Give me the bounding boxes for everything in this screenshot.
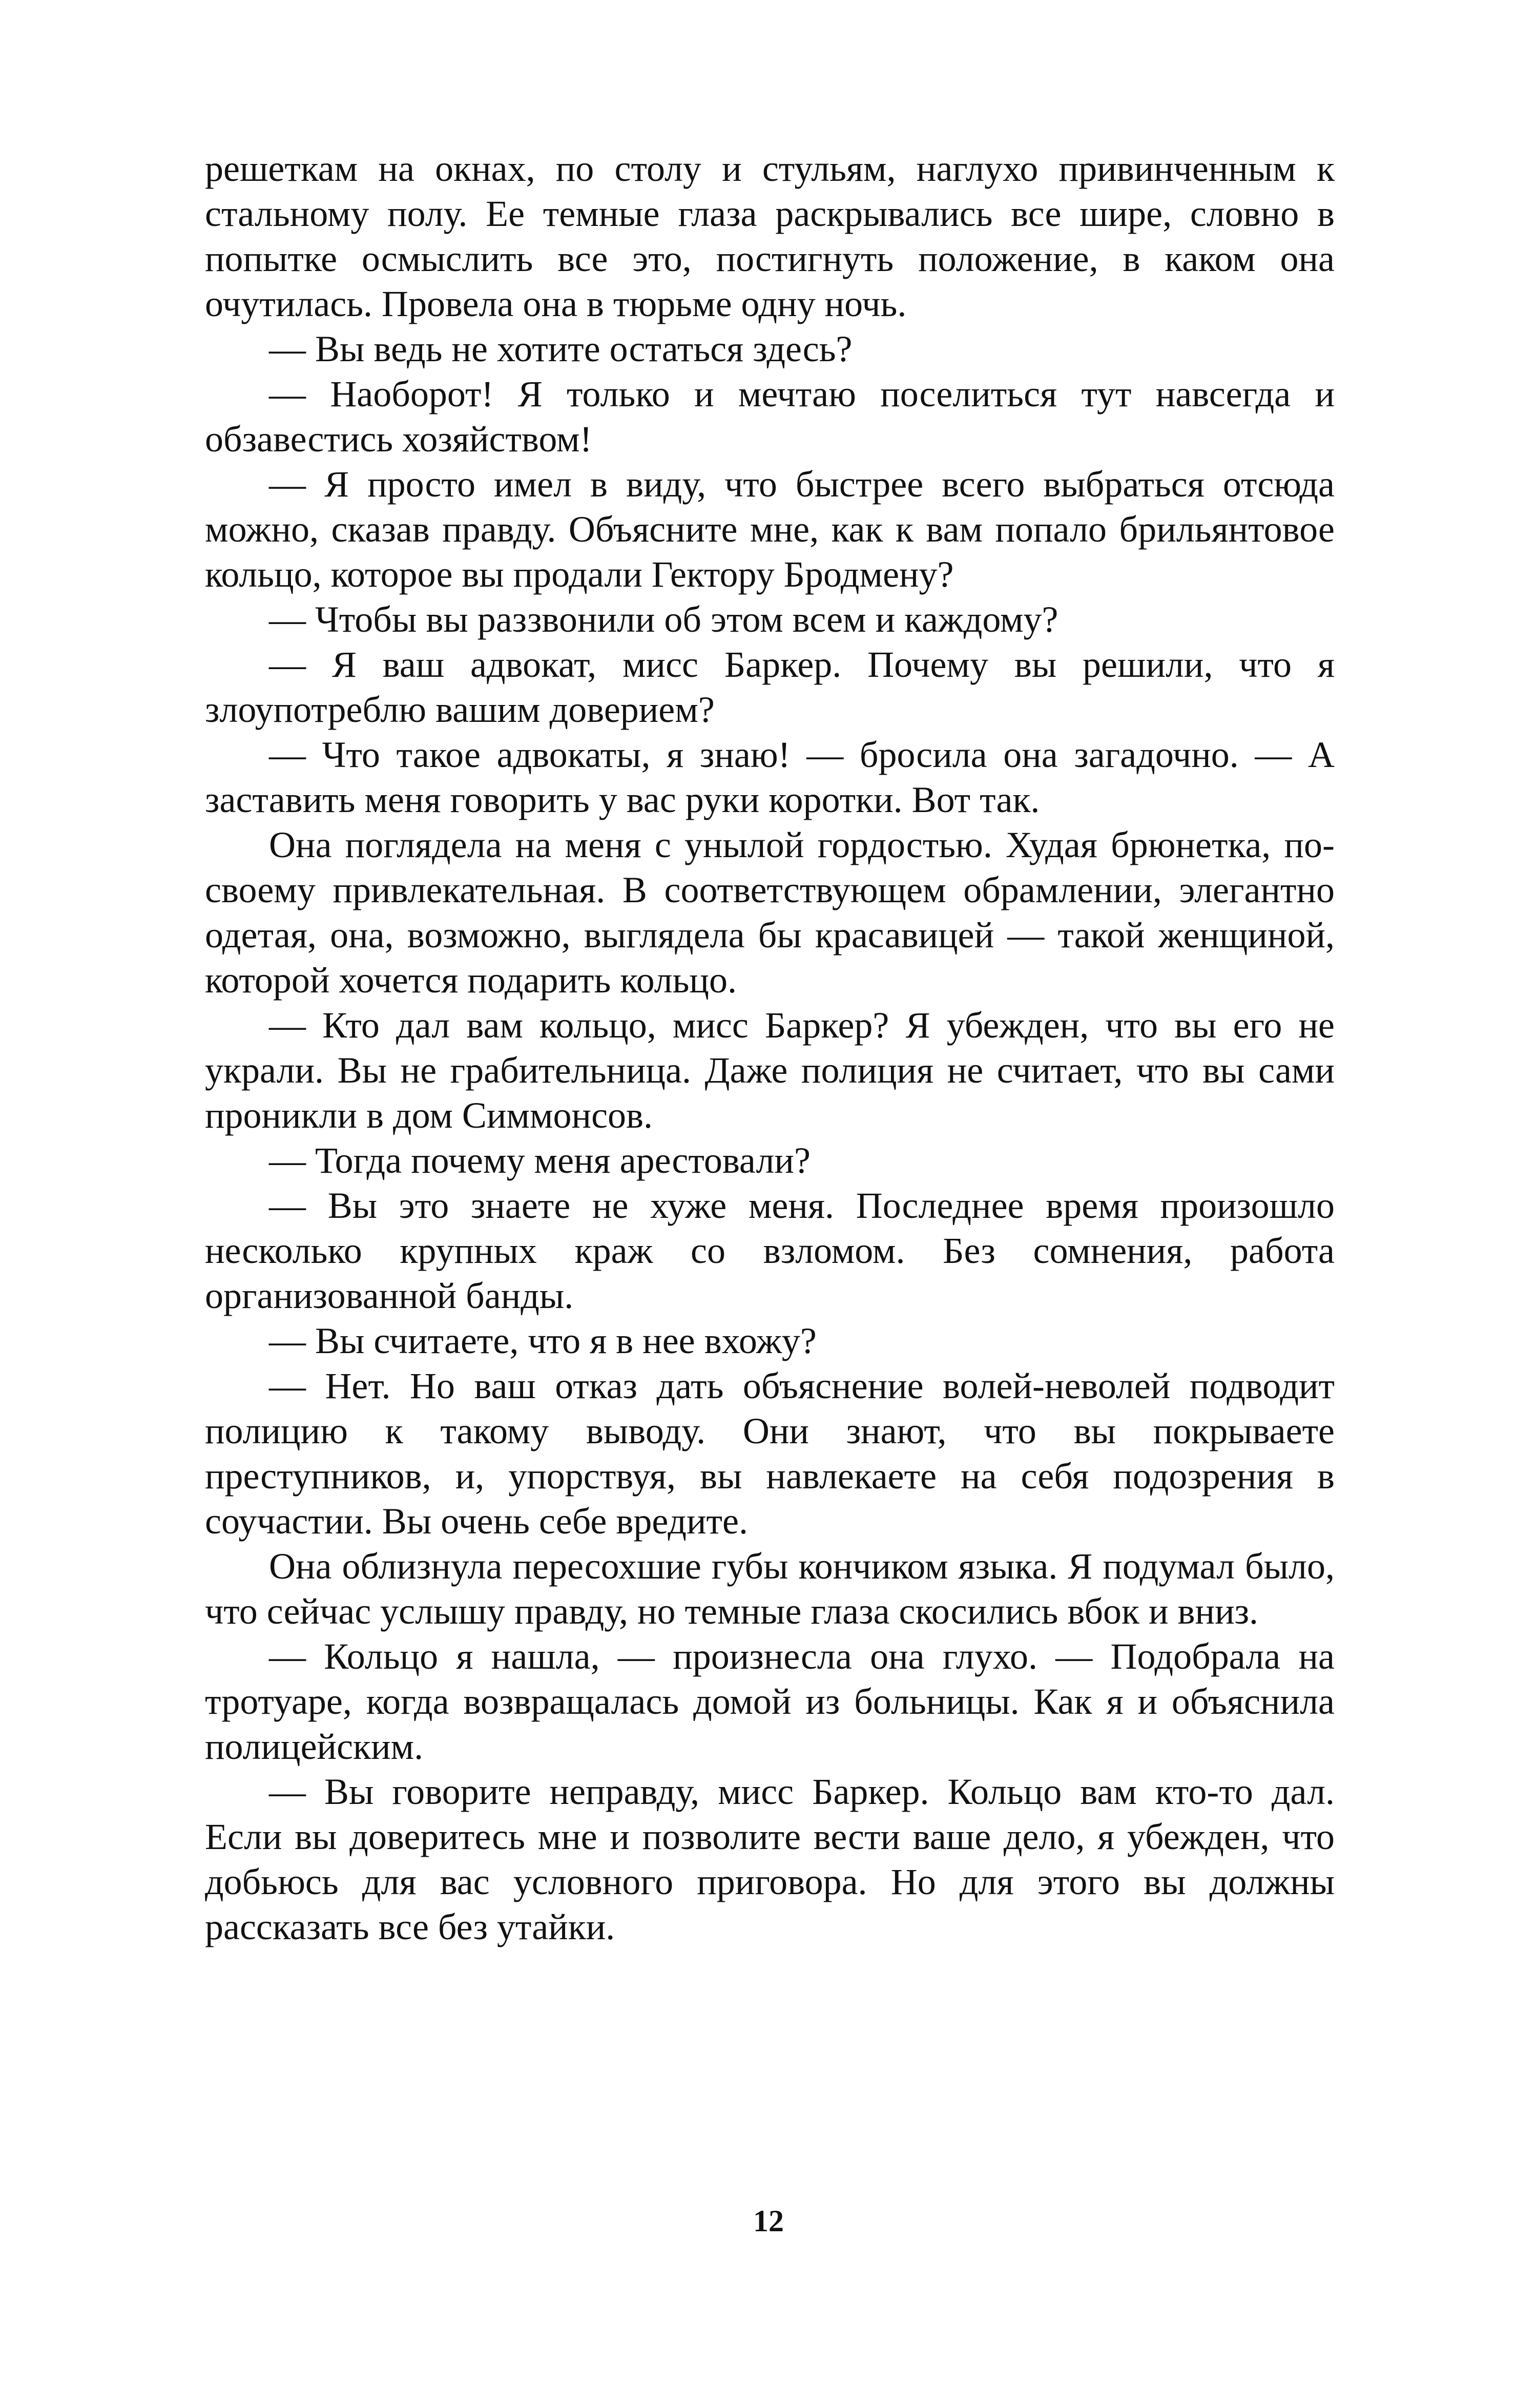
- dialogue-line: — Кольцо я нашла, — произнесла она глухо. — Подобрала на тротуаре, когда возвращалась домой из больницы. Как я и объяснила полицейским.: [205, 1636, 1335, 1767]
- paragraph: Она облизнула пересохшие губы кончиком языка. Я подумал было, что сейчас услышу правду, но темные глаза скосились вбок и вниз.: [205, 1546, 1335, 1632]
- page-number: 12: [753, 2204, 784, 2238]
- dialogue-line: — Нет. Но ваш отказ дать объяснение волей-неволей подводит полицию к такому выводу. Они знают, что вы покрываете преступников, и, упорствуя, вы навлекаете на себя подозрения в соучастии. Вы очень себе вредите.: [205, 1365, 1335, 1542]
- dialogue-line: — Что такое адвокаты, я знаю! — бросила она загадочно. — А заставить меня говорить у вас руки коротки. Вот так.: [205, 734, 1335, 820]
- dialogue-line: — Я ваш адвокат, мисс Баркер. Почему вы решили, что я злоупотреблю вашим доверием?: [205, 644, 1335, 730]
- dialogue-line: — Тогда почему меня арестовали?: [269, 1140, 811, 1181]
- dialogue-line: — Вы говорите неправду, мисс Баркер. Кольцо вам кто-то дал. Если вы доверитесь мне и позволите вести ваше дело, я убежден, что добьюсь для вас условного приговора. Но для этого вы должны рассказать все без утайки.: [205, 1771, 1335, 1947]
- paragraph: Она поглядела на меня с унылой гордостью. Худая брюнетка, по-своему привлекательная. В соответствующем обрамлении, элегантно одетая, она, возможно, выглядела бы красавицей — такой женщиной, которой хочется подарить кольцо.: [205, 824, 1335, 1001]
- dialogue-line: — Чтобы вы раззвонили об этом всем и каждому?: [269, 599, 1058, 640]
- dialogue-line: — Вы считаете, что я в нее вхожу?: [269, 1320, 817, 1361]
- page-body: [205, 146, 1335, 1949]
- dialogue-line: — Наоборот! Я только и мечтаю поселиться тут навсегда и обзавестись хозяйством!: [205, 373, 1335, 460]
- dialogue-line: — Я просто имел в виду, что быстрее всего выбраться отсюда можно, сказав правду. Объясните мне, как к вам попало брильянтовое кольцо, которое вы продали Гектору Бродмену?: [205, 464, 1335, 595]
- dialogue-line: — Кто дал вам кольцо, мисс Баркер? Я убежден, что вы его не украли. Вы не грабительница. Даже полиция не считает, что вы сами проникли в дом Симмонсов.: [205, 1005, 1335, 1136]
- dialogue-line: — Вы ведь не хотите остаться здесь?: [269, 328, 853, 369]
- paragraph: решеткам на окнах, по столу и стульям, наглухо привинченным к стальному полу. Ее темные глаза раскрывались все шире, словно в попытке осмыслить все это, постигнуть положение, в каком она очутилась. Провела она в тюрьме одну ночь.: [205, 148, 1335, 324]
- dialogue-line: — Вы это знаете не хуже меня. Последнее время произошло несколько крупных краж со взломом. Без сомнения, работа организованной банды.: [205, 1185, 1335, 1316]
